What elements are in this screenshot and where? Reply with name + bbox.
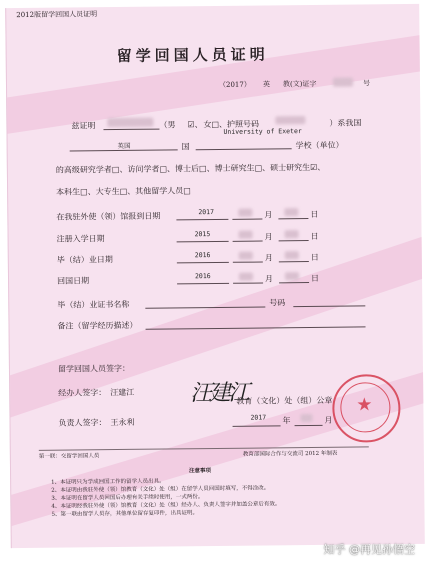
redacted-month — [238, 209, 252, 217]
graduation-month: 月 — [264, 253, 273, 263]
redacted-month — [239, 273, 253, 281]
sex-male: （男 — [159, 120, 176, 130]
report-month: 月 — [264, 210, 273, 220]
person-in-charge-name: 王永利 — [110, 417, 135, 428]
enroll-day: 日 — [310, 231, 319, 241]
guo-label: 国 — [181, 142, 190, 152]
redacted-month — [300, 414, 312, 422]
return-date-label: 回国日期 — [56, 276, 90, 286]
cert-prefix: 教(文)证字 — [282, 79, 317, 89]
enroll-date-label: 注册入学日期 — [56, 234, 105, 244]
notes-title: 注意事项 — [189, 468, 212, 475]
return-year: 2016 — [194, 272, 211, 281]
edition-tag: 2012版留学回国人员证明 — [16, 10, 98, 20]
handler-signature: 汪建江 — [190, 380, 248, 407]
return-month: 月 — [264, 274, 274, 284]
note-item: 1、本证明只为学成回国工作的留学人员出具。 — [51, 478, 165, 486]
cert-no-suffix: 号 — [362, 79, 371, 88]
redacted-month — [239, 231, 253, 239]
redacted-day — [285, 230, 299, 238]
graduation-month-line — [233, 261, 263, 262]
redacted-month — [239, 252, 253, 260]
return-year-line — [177, 283, 229, 285]
enroll-year-line — [177, 241, 229, 243]
redacted-day — [285, 272, 299, 280]
enroll-month-line — [233, 240, 263, 241]
certificate-paper — [5, 4, 425, 548]
name-line — [103, 129, 159, 131]
report-year: 2017 — [198, 208, 215, 217]
zhihu-watermark: 知乎 @再见孙悟空 — [323, 543, 415, 556]
university-name: University of Exeter — [223, 127, 302, 136]
study-type-line: 的高级研究学者□、访问学者□、博士后□、博士研究生□、硕士研究生☑、 — [55, 162, 326, 175]
enroll-month: 月 — [264, 232, 273, 242]
enroll-day-line — [279, 240, 309, 241]
return-day: 日 — [310, 273, 320, 283]
official-seal — [332, 374, 401, 443]
country-line — [70, 149, 178, 151]
graduation-day-line — [279, 261, 309, 262]
study-type-line-2: 本科生□、大专生□、其他留学人员□ — [56, 186, 191, 197]
row1-tail: ）系我国 — [329, 118, 362, 128]
graduation-date-label: 毕（结）业日期 — [56, 255, 113, 265]
remarks-label: 备注（留学经历描述） — [57, 320, 138, 331]
lead-text: 兹证明 — [71, 121, 96, 131]
graduation-year: 2016 — [194, 251, 211, 260]
enroll-year: 2015 — [194, 230, 211, 239]
certificate-title: 留学回国人员证明 — [116, 45, 269, 66]
handler-name: 汪建江 — [110, 387, 135, 398]
cert-year: （2017） — [218, 80, 251, 89]
school-line — [196, 148, 292, 150]
note-item: 3、本证明在留学人员回国后办理有关手续时使用，一式两份。 — [51, 494, 204, 502]
return-month-line — [233, 282, 263, 283]
person-in-charge-label: 负责人签字： — [58, 418, 107, 428]
returnee-sign-label: 留学回国人员签字： — [57, 363, 131, 374]
graduation-year-line — [177, 262, 229, 264]
office-seal-label: 教育（文化）处（组）公章 — [236, 395, 333, 406]
school-label: 学校（单位） — [295, 140, 344, 151]
issue-year-char: 年 — [282, 416, 291, 426]
note-item: 2、本证明由我驻外使（领）馆教育（文化）处（组）在留学人员回国时填写，不得涂改。 — [51, 485, 270, 494]
redacted-day — [284, 208, 298, 216]
footer-left: 第一联：交留学回国人员 — [38, 453, 100, 460]
check-male: ☑、 — [187, 120, 203, 130]
sex-female-passport: 女□、护照号码 — [203, 119, 260, 130]
graduation-day: 日 — [310, 252, 319, 262]
footer-right: 教育部国际合作与交流司 2012 年制表 — [242, 450, 338, 458]
redacted-name — [107, 118, 153, 127]
report-date-label: 在我驻外使（领）馆报到日期 — [56, 211, 161, 222]
country-value: 英国 — [117, 141, 131, 151]
redacted-passport — [275, 116, 305, 124]
report-month-line — [232, 219, 262, 220]
cert-region: 英 — [262, 80, 271, 89]
grad-cert-number-label: 号码 — [269, 298, 286, 308]
handler-sign-label: 经办人签字： — [58, 388, 107, 398]
note-item: 4、本证明经我驻外使（领）馆教育（文化）处（组）经办人、负责人签字并加盖公章后有效。 — [51, 501, 281, 510]
redacted-day — [285, 251, 299, 259]
issue-month-char: 月 — [324, 415, 333, 425]
issue-year: 2017 — [250, 413, 267, 422]
redacted-cert-number — [333, 78, 353, 87]
report-day-line — [278, 218, 308, 219]
report-year-line — [176, 219, 228, 221]
note-item: 5、第一联由留学人员存，其他单位留存复印件，出具证明。 — [51, 510, 199, 518]
grad-cert-label: 毕（结）业证书名称 — [57, 299, 130, 310]
seal-star-icon: ★ — [356, 394, 373, 416]
report-day: 日 — [310, 209, 319, 219]
